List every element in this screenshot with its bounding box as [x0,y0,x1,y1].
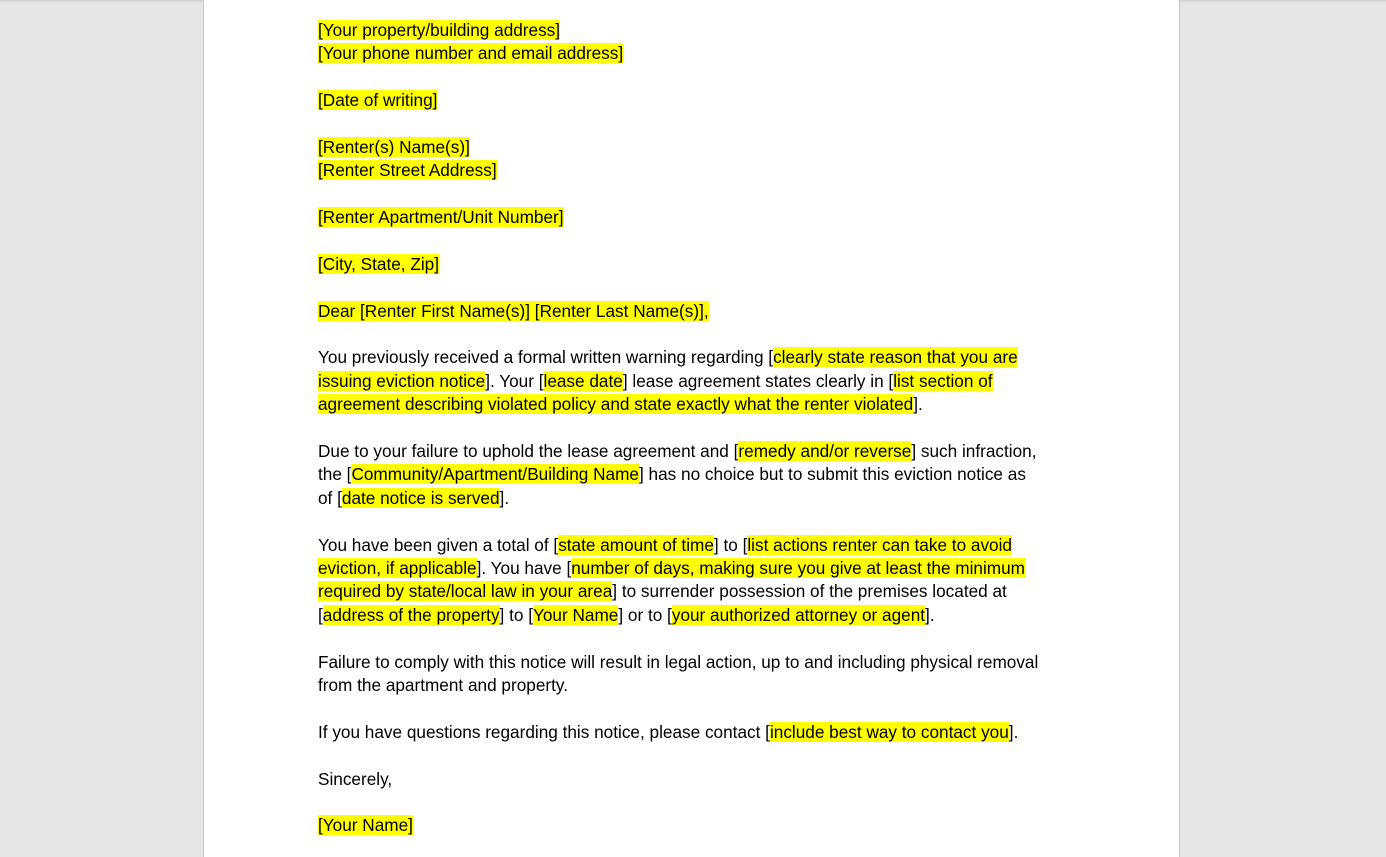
body-text: ]. You have [ [476,557,572,578]
body-text: You have been given a total of [ [318,534,559,555]
body-text: ] lease agreement states clearly in [ [622,370,894,391]
paragraph-gap [318,276,1078,299]
highlighted-placeholder: agreement describing violated policy and state exactly what the renter violated [318,394,914,415]
date-line [318,89,1078,112]
body-text: ]. [499,487,510,508]
closing-line [318,768,1078,791]
paragraph-2-line-3 [318,487,1078,510]
body-text: of [ [318,487,342,508]
body-text: ] has no choice but to submit this eviction notice as [638,464,1026,485]
body-text: If you have questions regarding this notice, please contact [ [318,721,770,742]
body-text: from the apartment and property. [318,674,568,695]
body-text: ]. [925,604,935,625]
highlighted-placeholder: Community/Apartment/Building Name [351,464,639,485]
body-text: ] or to [ [618,604,672,625]
paragraph-gap [318,417,1078,440]
body-text: [ [318,604,323,625]
body-text: ] to [ [499,604,533,625]
renter-unit-line [318,206,1078,229]
highlighted-placeholder: lease date [543,370,623,391]
highlighted-placeholder: eviction, if applicable [318,557,477,578]
body-text: the [ [318,464,352,485]
highlighted-placeholder: [Renter(s) Name(s)] [318,136,470,157]
letter-body[interactable] [318,19,1078,838]
paragraph-gap [318,697,1078,720]
highlighted-placeholder: [Your Name] [318,815,413,836]
body-text: ] to surrender possession of the premises located at [612,581,1007,602]
highlighted-placeholder: list actions renter can take to avoid [747,534,1012,555]
highlighted-placeholder: issuing eviction notice [318,370,486,391]
paragraph-2-line-1 [318,440,1078,463]
paragraph-gap [318,323,1078,346]
paragraph-1-line-1 [318,346,1078,369]
highlighted-placeholder: remedy and/or reverse [738,441,912,462]
paragraph-5-line-1 [318,721,1078,744]
highlighted-placeholder: your authorized attorney or agent [671,604,926,625]
paragraph-3-line-4 [318,604,1078,627]
body-text: ]. [1008,721,1019,742]
highlighted-placeholder: clearly state reason that you are [773,347,1018,368]
body-text: ] such infraction, [911,441,1037,462]
paragraph-gap [318,744,1078,767]
paragraph-1-line-3 [318,393,1078,416]
highlighted-placeholder: [Your property/building address] [318,20,561,40]
closing-text: Sincerely, [318,768,393,789]
paragraph-3-line-2 [318,557,1078,580]
city-state-zip-line [318,253,1078,276]
property-address-line [318,19,1078,42]
paragraph-gap [318,183,1078,206]
body-text: ] to [ [713,534,748,555]
document-page[interactable] [203,0,1180,857]
renter-names-line [318,136,1078,159]
paragraph-gap [318,230,1078,253]
highlighted-placeholder: [Renter Street Address] [318,160,497,181]
paragraph-4-line-2 [318,674,1078,697]
highlighted-placeholder: [Renter Apartment/Unit Number] [318,207,564,228]
highlighted-placeholder: [City, State, Zip] [318,253,439,274]
phone-email-line [318,42,1078,65]
body-text: Due to your failure to uphold the lease agreement and [ [318,441,739,462]
paragraph-gap [318,627,1078,650]
body-text: Failure to comply with this notice will result in legal action, up to and including physical removal [318,651,1039,672]
paragraph-1-line-2 [318,370,1078,393]
body-text: ]. Your [ [485,370,544,391]
highlighted-placeholder: include best way to contact you [769,721,1009,742]
highlighted-placeholder: required by state/local law in your area [318,581,613,602]
highlighted-placeholder: Dear [Renter First Name(s)] [Renter Last Name(s)], [318,300,709,321]
paragraph-gap [318,510,1078,533]
highlighted-placeholder: state amount of time [558,534,714,555]
highlighted-placeholder: address of the property [322,604,500,625]
paragraph-gap [318,791,1078,814]
salutation-line [318,300,1078,323]
paragraph-gap [318,66,1078,89]
highlighted-placeholder: [Your phone number and email address] [318,43,624,64]
highlighted-placeholder: Your Name [532,604,619,625]
highlighted-placeholder: [Date of writing] [318,90,438,111]
highlighted-placeholder: number of days, making sure you give at least the minimum [571,557,1025,578]
highlighted-placeholder: list section of [893,370,993,391]
paragraph-2-line-2 [318,463,1078,486]
signature-line [318,814,1078,837]
paragraph-gap [318,113,1078,136]
paragraph-3-line-1 [318,534,1078,557]
body-text: You previously received a formal written warning regarding [ [318,347,774,368]
renter-street-line [318,159,1078,182]
body-text: ]. [913,394,923,415]
paragraph-3-line-3 [318,580,1078,603]
highlighted-placeholder: date notice is served [341,487,500,508]
paragraph-4-line-1 [318,651,1078,674]
